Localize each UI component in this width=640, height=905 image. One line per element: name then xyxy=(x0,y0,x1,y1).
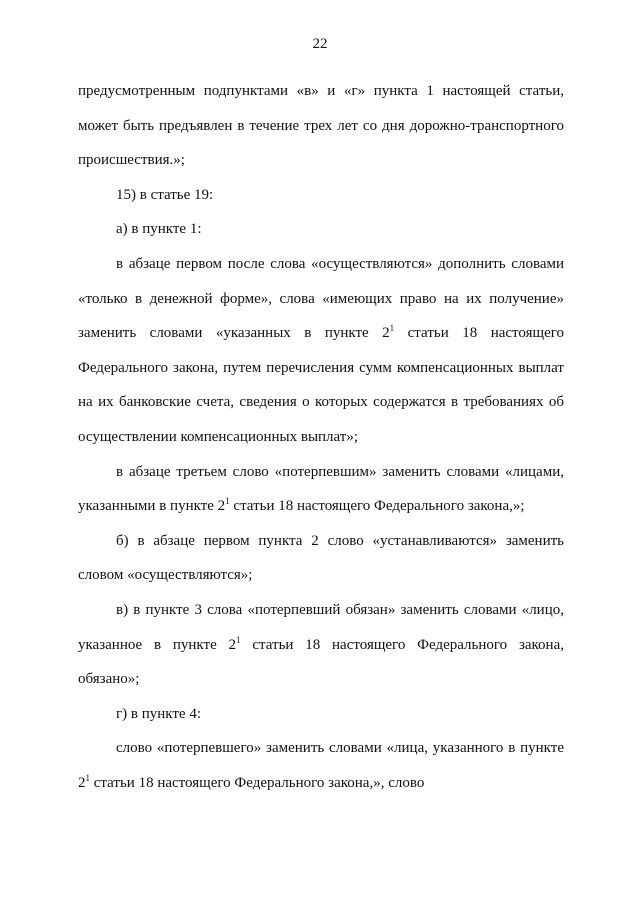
paragraph-subitem-b: б) в абзаце первом пункта 2 слово «устанавливаются» заменить словом «осуществляются»; xyxy=(78,532,564,584)
paragraph-subitem-a: а) в пункте 1: xyxy=(116,221,202,238)
paragraph-continuation: предусмотренным подпунктами «в» и «г» пункта 1 настоящей статьи, может быть предъявлен в течение трех лет со дня дорожно-транспортного происшествия.»; xyxy=(78,83,564,169)
paragraph-text: в) в пункте 3 слова «потерпевший обязан» заменить словами «лицо, указанное в пункте 2 xyxy=(78,601,564,653)
superscript: 1 xyxy=(85,772,90,783)
paragraph-first-abzats-amendment xyxy=(78,247,564,455)
paragraph-text: статьи 18 настоящего Федерального закона,»; xyxy=(229,498,525,515)
paragraph-text: слово «потерпевшего» заменить словами «лица, указанного в пункте 2 xyxy=(78,740,564,791)
paragraph-word-replacement xyxy=(78,731,564,800)
page-number: 22 xyxy=(312,36,328,52)
paragraph-subitem-g: г) в пункте 4: xyxy=(116,705,202,722)
superscript: 1 xyxy=(225,496,230,507)
paragraph-subitem-v xyxy=(78,593,564,697)
paragraph-text: статьи 18 настоящего Федерального закона, обязано»; xyxy=(78,636,564,688)
superscript: 1 xyxy=(389,323,395,334)
superscript: 1 xyxy=(236,634,241,645)
paragraph-text: статьи 18 настоящего Федерального закона, путем перечисления сумм компенсационных выплат на их банковские счета, сведения о которых содержатся в требованиях об осуществлении компенсационных выплат»; xyxy=(78,325,565,445)
paragraph-text: статьи 18 настоящего Федерального закона,», слово xyxy=(90,774,425,791)
paragraph-item-15: 15) в статье 19: xyxy=(116,186,214,203)
paragraph-third-abzats-amendment xyxy=(78,455,564,524)
paragraph-text: в абзаце третьем слово «потерпевшим» заменить словами «лицами, указанными в пункте 2 xyxy=(78,463,564,515)
paragraph-text: в абзаце первом после слова «осуществляются» дополнить словами «только в денежной форме», слова «имеющих право на их получение» заменить словами «указанных в пункте 2 xyxy=(78,255,564,342)
document-body xyxy=(78,74,564,800)
